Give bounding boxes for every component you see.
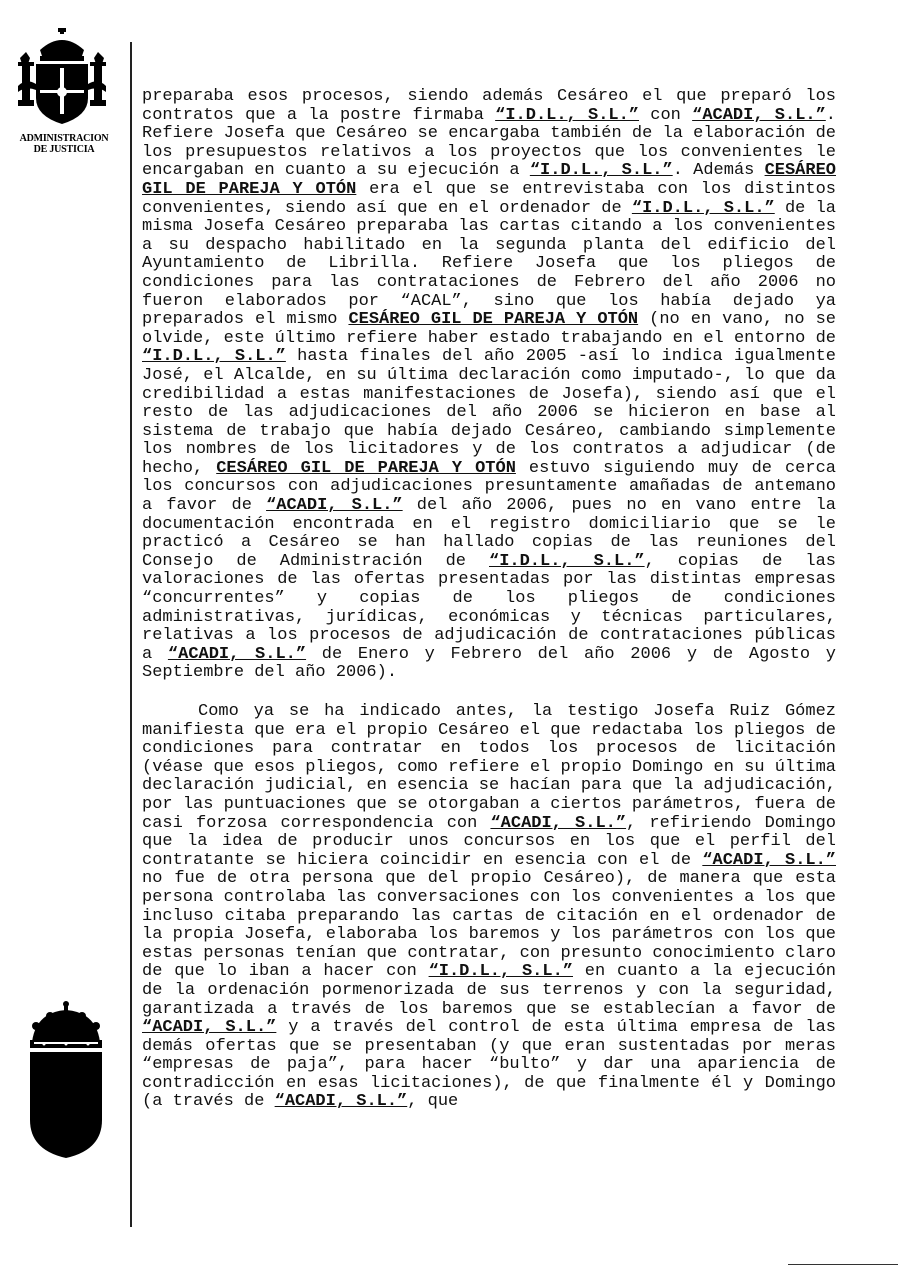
emphasis: CESÁREO GIL DE PAREJA Y OTÓN <box>216 458 516 478</box>
emphasis: “I.D.L., S.L.” <box>142 347 286 367</box>
document-body <box>142 88 836 1112</box>
emphasis: CESÁREO GIL DE PAREJA Y OTÓN <box>142 161 836 199</box>
crowned-shield-icon <box>26 1000 106 1160</box>
emphasis: “ACADI, S.L.” <box>167 644 307 664</box>
emphasis: “I.D.L., S.L.” <box>495 105 640 125</box>
footer-rule <box>788 1264 898 1265</box>
institution-line1: ADMINISTRACION <box>19 133 109 144</box>
emphasis: “ACADI, S.L.” <box>692 105 826 125</box>
emphasis: CESÁREO GIL DE PAREJA Y OTÓN <box>348 310 639 330</box>
emphasis: “I.D.L., S.L.” <box>428 962 573 982</box>
emphasis: “I.D.L., S.L.” <box>489 551 645 571</box>
paragraph-1: preparaba esos procesos, siendo además Cesáreo el que preparó los contratos que a la postre firmaba “I.D.L., S.L.” con “ACADI, S.L.”. Refiere Josefa que Cesáreo se encargaba también de la elaboración de los presupuestos relativos a los proyectos que los convenientes le encargaban en cuanto a su ejecución a “I.D.L., S.L.”. Además CESÁREO GIL DE PAREJA Y OTÓN era el que se entrevistaba con los distintos convenientes, siendo así que en el ordenador de “I.D.L., S.L.” de la misma Josefa Cesáreo preparaba las cartas citando a los convenientes a su despacho habilitado en la segunda planta del edificio del Ayuntamiento de Librilla. Refiere Josefa que los pliegos de condiciones para las contrataciones de Febrero del año 2006 no fueron elaborados por “ACAL”, sino que los había dejado ya preparados el mismo CESÁREO GIL DE PAREJA Y OTÓN (no en vano, no se olvide, este último refiere haber estado trabajando en el entorno de “I.D.L., S.L.” hasta finales del año 2005 -así lo indica igualmente José, el Alcalde, en su última declaración como imputado-, lo que da credibilidad a estas manifestaciones de Josefa), siendo así que el resto de las adjudicaciones del año 2006 se hicieron en base al sistema de trabajo que había dejado Cesáreo, cambiando simplemente los nombres de los licitadores y de los contratos a adjudicar (de hecho, CESÁREO GIL DE PAREJA Y OTÓN estuvo siguiendo muy de cerca los concursos con adjudicaciones presuntamente amañadas de antemano a favor de “ACADI, S.L.” del año 2006, pues no en vano entre la documentación encontrada en el registro domiciliario que se le practicó a Cesáreo se han hallado copias de las reuniones del Consejo de Administración de “I.D.L., S.L.”, copias de las valoraciones de las ofertas presentadas por las distintas empresas “concurrentes” y copias de los pliegos de condiciones administrativas, jurídicas, económicas y técnicas particulares, relativas a los procesos de adjudicación de contrataciones públicas a “ACADI, S.L.” de Enero y Febrero del año 2006 y de Agosto y Septiembre del año 2006). <box>142 87 837 683</box>
emphasis: “ACADI, S.L.” <box>274 1092 408 1112</box>
royal-coat-of-arms-icon <box>16 28 108 128</box>
emphasis: “ACADI, S.L.” <box>266 496 403 516</box>
emphasis: “ACADI, S.L.” <box>702 850 836 870</box>
paragraph-2: Como ya se ha indicado antes, la testigo Josefa Ruiz Gómez manifiesta que era el propio Cesáreo el que redactaba los pliegos de condiciones para contratar en todos los procesos de licitación (véase que esos pliegos, como refiere el propio Domingo en su última declaración judicial, en esencia se hacían para que la adjudicación, por las puntuaciones que se otorgaban a ciertos parámetros, fuera de casi forzosa correspondencia con “ACADI, S.L.”, refiriendo Domingo que la idea de producir unos concursos en los que el perfil del contratante se hiciera coincidir en esencia con el de “ACADI, S.L.” no fue de otra persona que del propio Cesáreo), de manera que esta persona controlaba las conversaciones con los convenientes a los que incluso citaba preparando las cartas de citación en el ordenador de la propia Josefa, elaboraba los baremos y los parámetros con los que estas personas tenían que contratar, con presunto conocimiento claro de que lo iban a hacer con “I.D.L., S.L.” en cuanto a la ejecución de la ordenación pormenorizada de sus terrenos y con la seguridad, garantizada a través de los baremos que se establecían a favor de “ACADI, S.L.” y a través del control de esta última empresa de las demás ofertas que se presentaban (y que eran sustentadas por meras “empresas de paja”, para hacer “bulto” y dar una apariencia de contradicción en esas licitaciones), de que finalmente él y Domingo (a través de “ACADI, S.L.”, que <box>142 702 836 1112</box>
institution-name <box>6 133 122 155</box>
margin-rule <box>130 42 132 1227</box>
emphasis: “ACADI, S.L.” <box>490 813 627 833</box>
emphasis: “I.D.L., S.L.” <box>631 198 775 218</box>
emphasis: “ACADI, S.L.” <box>142 1018 277 1038</box>
emphasis: “I.D.L., S.L.” <box>529 161 673 181</box>
margin-sidebar <box>0 0 130 1280</box>
institution-line2: DE JUSTICIA <box>33 144 95 155</box>
